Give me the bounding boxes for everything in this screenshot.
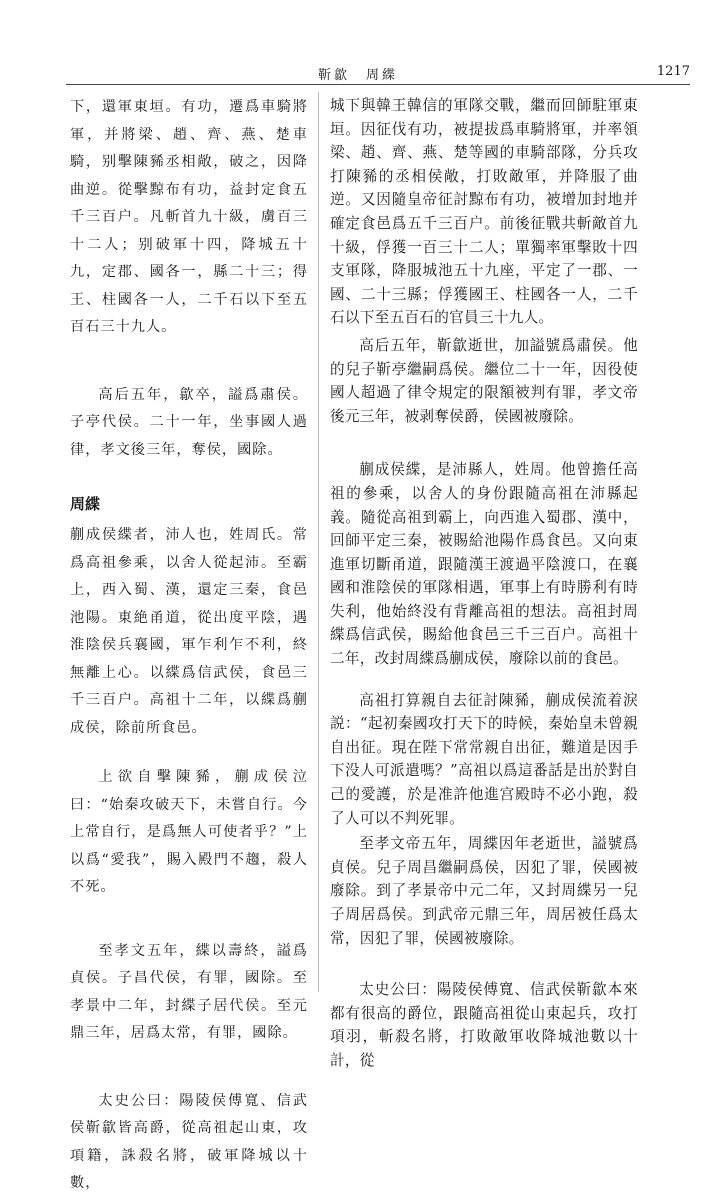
section-heading: 周緤	[70, 495, 101, 513]
original-paragraph: 太史公曰：陽陵侯傅寬、信武侯靳歙皆高爵，從高祖起山東，攻項籍，誅殺名將，破軍降城以十數，	[70, 1092, 308, 1191]
translation-paragraph: 高后五年，靳歙逝世，加謚號爲肅侯。他的兒子靳亭繼嗣爲侯。繼位二十一年，因役使國人超過了律令規定的限額被判有罪，孝文帝後元三年，被剥奪侯爵，侯國被廢除。	[330, 336, 638, 425]
translation-paragraph: 高祖打算親自去征討陳豨，蒯成侯流着淚説：“起初秦國攻打天下的時候，秦始皇未曾親自出征。現在陛下常常親自出征，難道是因手下没人可派遣嗎？”高祖以爲這番話是出於對自己的愛護，於是准許他進宫殿時不必小跑，殺了人可以不判死罪。	[330, 691, 638, 827]
original-paragraph: 至孝文五年，緤以壽終，謚爲貞侯。子昌代侯，有罪，國除。至孝景中二年，封緤子居代侯。至元鼎三年，居爲太常，有罪，國除。	[70, 942, 308, 1041]
page-header-title: 靳歙 周緤	[317, 68, 398, 83]
translation-paragraph: 蒯成侯緤，是沛縣人，姓周。他曾擔任高祖的參乘，以舍人的身份跟隨高祖在沛縣起義。隨從高祖到霸上，向西進入蜀郡、漢中，回師平定三秦，被賜給池陽作爲食邑。又向東進軍切斷甬道，跟隨漢王渡過平陰渡口，在襄國和淮陰侯的軍隊相遇，軍事上有時勝利有時失利，他始終没有背離高祖的想法。高祖封周緤爲信武侯，賜給他食邑三千三百户。高祖十二年，改封周緤爲蒯成侯，廢除以前的食邑。	[330, 461, 638, 668]
translation-column	[330, 94, 638, 1073]
translation-paragraph: 至孝文帝五年，周緤因年老逝世，謚號爲貞侯。兒子周昌繼嗣爲侯，因犯了罪，侯國被廢除。到了孝景帝中元二年，又封周緤另一兒子周居爲侯。到武帝元鼎三年，周居被任爲太常，因犯了罪，侯國被廢除。	[330, 835, 638, 947]
original-text-column	[70, 94, 308, 1198]
original-paragraph: 上欲自擊陳豨，蒯成侯泣曰：“始秦攻破天下，未嘗自行。今上常自行，是爲無人可使者乎？”上以爲“愛我”，賜入殿門不趨，殺人不死。	[70, 769, 308, 895]
header-rule	[66, 84, 690, 85]
translation-paragraph: 城下與韓王韓信的軍隊交戰，繼而回師駐軍東垣。因征伐有功，被提拔爲車騎將軍，并率領梁、趙、齊、燕、楚等國的車騎部隊，分兵攻打陳豨的丞相侯敞，打敗敵軍，并降服了曲逆。又因隨皇帝征討黥布有功，被增加封地并確定食邑爲五千三百户。前後征戰共斬敵首九十級，俘獲一百三十二人；單獨率軍擊敗十四支軍隊，降服城池五十九座，平定了一郡、一國、二十三縣；俘獲國王、柱國各一人，二千石以下至五百石的官員三十九人。	[330, 97, 638, 327]
original-paragraph: 高后五年，歙卒，謚爲肅侯。子亭代侯。二十一年，坐事國人過律，孝文後三年，奪侯，國除。	[70, 386, 308, 458]
page-number: 1217	[656, 64, 690, 79]
original-paragraph: 蒯成侯緤者，沛人也，姓周氏。常爲高祖參乘，以舍人從起沛。至霸上，西入蜀、漢，還定三秦，食邑池陽。東絶甬道，從出度平陰，遇淮陰侯兵襄國，軍乍利乍不利，終無離上心。以緤爲信武侯，食邑三千三百户。高祖十二年，以緤爲蒯成侯，除前所食邑。	[70, 527, 308, 736]
original-paragraph: 下，還軍東垣。有功，遷爲車騎將軍，并將梁、趙、齊、燕、楚車騎，别擊陳豨丞相敞，破之，因降曲逆。從擊黥布有功，益封定食五千三百户。凡斬首九十級，虜百三十二人；别破軍十四，降城五十九，定郡、國各一，縣二十三；得王、柱國各一人，二千石以下至五百石三十九人。	[70, 99, 308, 335]
translation-paragraph: 太史公曰：陽陵侯傅寬、信武侯靳歙本來都有很高的爵位，跟隨高祖從山東起兵，攻打項羽，斬殺名將，打敗敵軍收降城池數以十計，從	[330, 981, 638, 1069]
column-divider	[318, 92, 319, 992]
